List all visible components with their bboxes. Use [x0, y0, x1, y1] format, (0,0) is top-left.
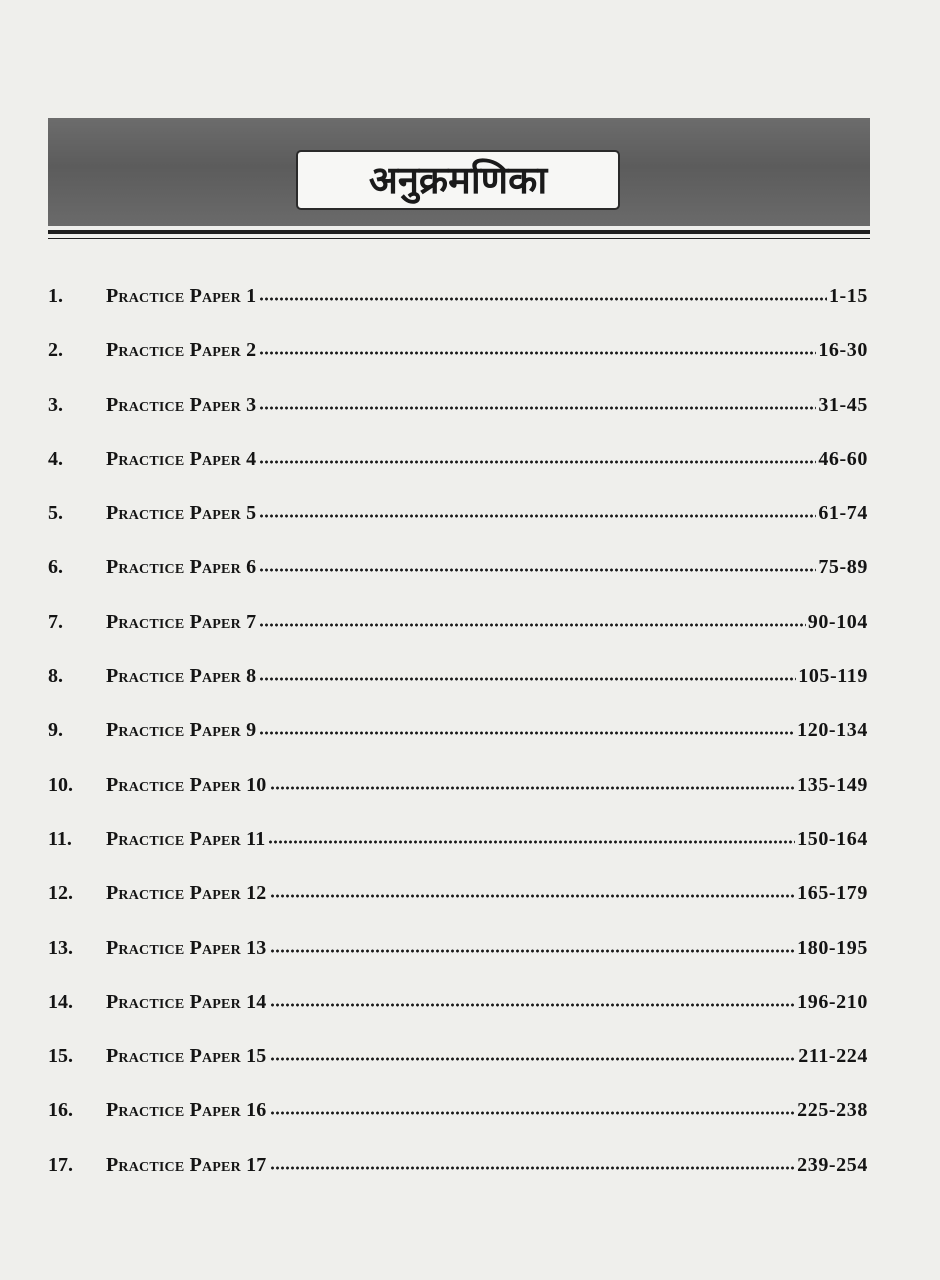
page-title: अनुक्रमणिका [368, 158, 548, 202]
toc-entry-number: 15. [48, 1045, 73, 1068]
toc-entry-pages: 165-179 [797, 882, 868, 905]
toc-entry-pages: 180-195 [797, 936, 868, 959]
toc-entry[interactable] [48, 1095, 868, 1149]
header-rule-thin [48, 238, 870, 239]
toc-dot-leader [270, 1150, 796, 1171]
toc-entry-title: Practice Paper 12 [106, 882, 267, 905]
toc-entry[interactable] [48, 281, 868, 335]
toc-entry-title: Practice Paper 15 [106, 1045, 267, 1068]
toc-dot-leader [259, 335, 816, 356]
toc-entry[interactable] [48, 607, 868, 661]
toc-entry-number: 12. [48, 882, 73, 905]
toc-entry[interactable] [48, 498, 868, 552]
toc-entry-number: 3. [48, 393, 63, 416]
toc-entry-number: 11. [48, 827, 72, 850]
toc-dot-leader [259, 661, 796, 682]
toc-entry-number: 4. [48, 447, 63, 470]
toc-entry-pages: 120-134 [797, 719, 868, 742]
toc-entry-title: Practice Paper 14 [106, 990, 267, 1013]
toc-dot-leader [270, 878, 796, 899]
toc-entry-number: 14. [48, 990, 73, 1013]
toc-entry[interactable] [48, 552, 868, 606]
toc-entry-number: 16. [48, 1099, 73, 1122]
toc-entry-pages: 16-30 [818, 339, 868, 362]
toc-entry-title: Practice Paper 6 [106, 556, 257, 579]
toc-entry-title: Practice Paper 3 [106, 393, 257, 416]
toc-entry-title: Practice Paper 2 [106, 339, 257, 362]
toc-entry[interactable] [48, 770, 868, 824]
toc-entry-pages: 1-15 [828, 285, 868, 307]
toc-entry-number: 17. [48, 1153, 73, 1176]
toc-entry-pages: 135-149 [797, 773, 868, 796]
toc-entry-pages: 150-164 [797, 827, 868, 850]
toc-entry[interactable] [48, 390, 868, 444]
toc-entry-number: 7. [48, 610, 63, 633]
toc-dot-leader [259, 607, 805, 628]
toc-entry-number: 6. [48, 556, 63, 579]
toc-entry-title: Practice Paper 8 [106, 665, 257, 688]
toc-dot-leader [259, 390, 816, 411]
toc-dot-leader [259, 715, 795, 736]
toc-entry-title: Practice Paper 1 [106, 285, 257, 307]
toc-dot-leader [270, 933, 796, 954]
toc-entry-title: Practice Paper 17 [106, 1153, 267, 1176]
toc-entry-pages: 225-238 [797, 1099, 868, 1122]
toc-entry-pages: 46-60 [818, 447, 868, 470]
toc-entry-title: Practice Paper 16 [106, 1099, 267, 1122]
toc-entry-number: 5. [48, 502, 63, 525]
toc-dot-leader [270, 1041, 797, 1062]
toc-entry-pages: 211-224 [798, 1045, 868, 1068]
toc-entry-title: Practice Paper 13 [106, 936, 267, 959]
toc-dot-leader [270, 1095, 796, 1116]
toc-entry[interactable] [48, 444, 868, 498]
toc-dot-leader [259, 552, 816, 573]
title-box [296, 150, 620, 210]
toc-entry[interactable] [48, 1150, 868, 1204]
toc-entry[interactable] [48, 1041, 868, 1095]
toc-entry-number: 8. [48, 665, 63, 688]
toc-entry-number: 1. [48, 285, 63, 307]
toc-entry-pages: 105-119 [798, 665, 868, 688]
toc-entry-title: Practice Paper 7 [106, 610, 257, 633]
toc-entry[interactable] [48, 824, 868, 878]
toc-entry-pages: 75-89 [818, 556, 868, 579]
toc-entry[interactable] [48, 715, 868, 769]
toc-dot-leader [270, 770, 796, 791]
toc-entry-number: 13. [48, 936, 73, 959]
toc-entry-number: 2. [48, 339, 63, 362]
table-of-contents [48, 281, 868, 1204]
toc-entry-pages: 31-45 [818, 393, 868, 416]
header-rule-thick [48, 230, 870, 234]
toc-entry[interactable] [48, 661, 868, 715]
toc-dot-leader [270, 987, 796, 1008]
toc-entry[interactable] [48, 933, 868, 987]
toc-dot-leader [268, 824, 795, 845]
toc-entry-pages: 239-254 [797, 1153, 868, 1176]
toc-entry-title: Practice Paper 10 [106, 773, 267, 796]
toc-entry-pages: 196-210 [797, 990, 868, 1013]
toc-entry-title: Practice Paper 5 [106, 502, 257, 525]
toc-entry-title: Practice Paper 11 [106, 827, 266, 850]
toc-entry[interactable] [48, 878, 868, 932]
toc-entry[interactable] [48, 987, 868, 1041]
toc-entry[interactable] [48, 335, 868, 389]
toc-dot-leader [259, 498, 816, 519]
toc-dot-leader [259, 281, 827, 302]
toc-entry-pages: 90-104 [807, 610, 868, 633]
toc-entry-number: 10. [48, 773, 73, 796]
toc-entry-number: 9. [48, 719, 63, 742]
toc-entry-pages: 61-74 [818, 502, 868, 525]
toc-entry-title: Practice Paper 4 [106, 447, 257, 470]
toc-dot-leader [259, 444, 816, 465]
toc-entry-title: Practice Paper 9 [106, 719, 257, 742]
